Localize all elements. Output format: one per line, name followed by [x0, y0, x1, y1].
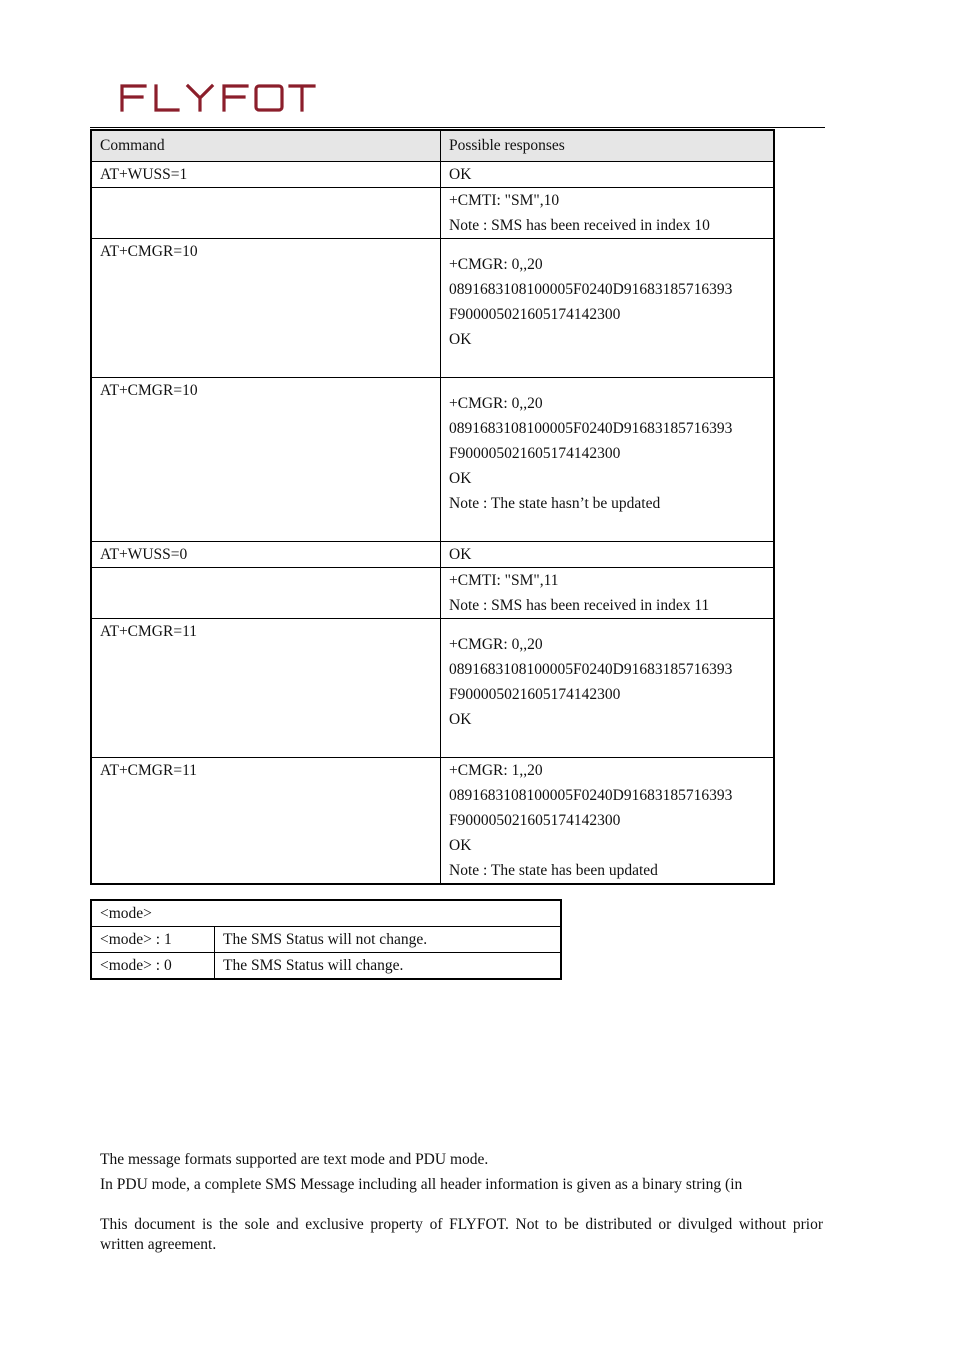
response-line: +CMGR: 0,,20 — [449, 395, 543, 412]
response-line: F900005021605174142300 — [449, 686, 621, 703]
response-line: 0891683108100005F0240D91683185716393 — [449, 281, 733, 298]
command-cell — [91, 568, 441, 619]
response-line: OK — [449, 470, 472, 487]
response-cell — [441, 162, 775, 188]
command-cell: AT+WUSS=0 — [91, 542, 441, 568]
response-line: +CMGR: 1,,20 — [449, 762, 543, 779]
header-rule — [90, 127, 825, 128]
response-cell — [441, 188, 775, 239]
response-line: OK — [449, 166, 472, 183]
header-responses: Possible responses — [441, 130, 775, 162]
mode-table — [90, 899, 562, 980]
response-line: +CMTI: "SM",10 — [449, 192, 560, 209]
command-cell: AT+CMGR=11 — [91, 758, 441, 885]
response-line: +CMGR: 0,,20 — [449, 636, 543, 653]
response-line: +CMTI: "SM",11 — [449, 572, 559, 589]
response-line: Note : The state hasn’t be updated — [449, 495, 661, 512]
response-line: 0891683108100005F0240D91683185716393 — [449, 787, 733, 804]
mode-desc: The SMS Status will not change. — [215, 927, 562, 953]
command-cell: AT+CMGR=10 — [91, 378, 441, 542]
response-line: 0891683108100005F0240D91683185716393 — [449, 420, 733, 437]
command-table — [90, 129, 775, 885]
header-command: Command — [91, 130, 441, 162]
table-row — [91, 619, 774, 758]
response-line: +CMGR: 0,,20 — [449, 256, 543, 273]
response-line: F900005021605174142300 — [449, 306, 621, 323]
response-line: Note : The state has been updated — [449, 862, 658, 879]
response-cell — [441, 542, 775, 568]
mode-title: <mode> — [91, 900, 561, 927]
response-line: OK — [449, 837, 472, 854]
response-line: OK — [449, 546, 472, 563]
response-line: F900005021605174142300 — [449, 812, 621, 829]
response-line: F900005021605174142300 — [449, 445, 621, 462]
table-header-row — [91, 130, 774, 162]
flyfot-logo — [118, 80, 318, 114]
command-cell: AT+CMGR=10 — [91, 239, 441, 378]
table-row — [91, 758, 774, 885]
body-paragraph: The message formats supported are text mode and PDU mode. — [100, 1151, 489, 1168]
table-row — [91, 927, 561, 953]
command-cell: AT+CMGR=11 — [91, 619, 441, 758]
mode-param: <mode> : 1 — [91, 927, 215, 953]
response-cell — [441, 378, 775, 542]
response-cell — [441, 568, 775, 619]
table-row — [91, 188, 774, 239]
table-row — [91, 542, 774, 568]
command-cell — [91, 188, 441, 239]
response-line: Note : SMS has been received in index 11 — [449, 597, 710, 614]
mode-desc: The SMS Status will change. — [215, 953, 562, 980]
response-line: OK — [449, 331, 472, 348]
table-row — [91, 378, 774, 542]
mode-param: <mode> : 0 — [91, 953, 215, 980]
response-cell — [441, 239, 775, 378]
response-line: OK — [449, 711, 472, 728]
command-cell: AT+WUSS=1 — [91, 162, 441, 188]
footer-notice: This document is the sole and exclusive property of FLYFOT. Not to be distributed or divulged without prior written agreement. — [100, 1216, 823, 1253]
response-line: Note : SMS has been received in index 10 — [449, 217, 710, 234]
body-paragraph: In PDU mode, a complete SMS Message including all header information is given as a binary string (in — [100, 1176, 743, 1193]
table-row — [91, 953, 561, 980]
response-cell — [441, 758, 775, 885]
mode-title-row — [91, 900, 561, 927]
table-row — [91, 568, 774, 619]
table-row — [91, 239, 774, 378]
table-row — [91, 162, 774, 188]
response-line: 0891683108100005F0240D91683185716393 — [449, 661, 733, 678]
response-cell — [441, 619, 775, 758]
